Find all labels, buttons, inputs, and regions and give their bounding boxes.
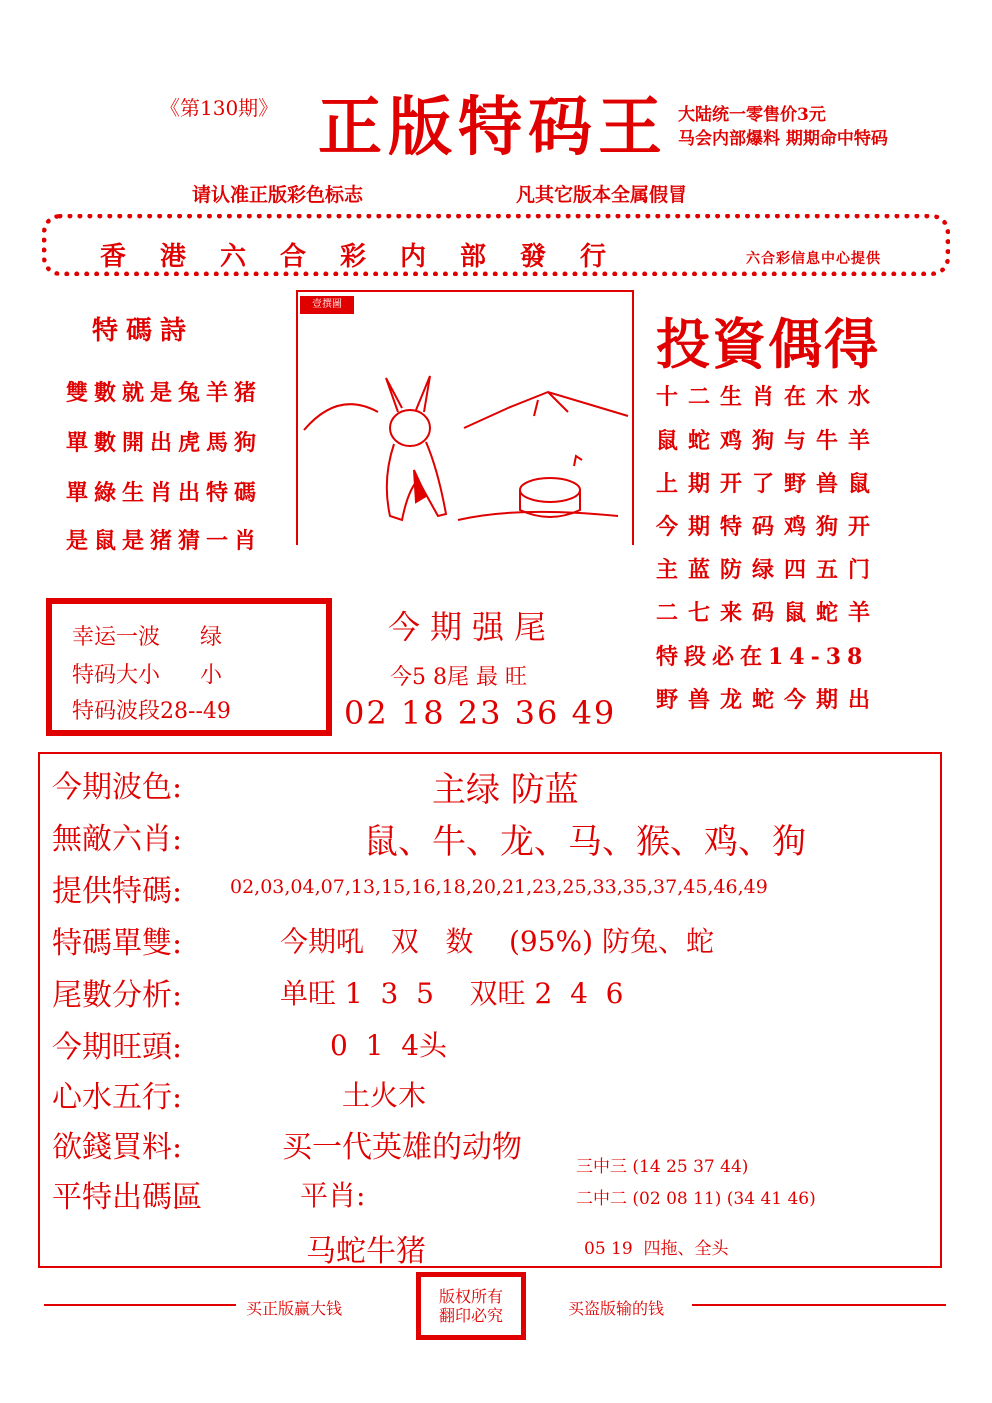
three-of-three: 三中三 (14 25 37 44): [576, 1157, 749, 1177]
lucky-range-row: 特码波段28--49: [72, 699, 231, 724]
price-note: 大陆统一零售价3元: [678, 105, 826, 125]
investment-line: 今期特码鸡狗开: [656, 514, 881, 540]
investment-line: 主蓝防绿四五门: [656, 557, 881, 583]
row-label-flat-zone: 平特出碼區: [52, 1180, 202, 1215]
footer-right-text: 买盗版输的钱: [568, 1299, 665, 1318]
two-of-two: 二中二 (02 08 11) (34 41 46): [576, 1189, 816, 1209]
poem-line: 單綠生肖出特碼: [66, 480, 263, 506]
tree-stump-top: [520, 478, 580, 502]
carrot: [414, 470, 426, 502]
rabbit-ears: [386, 376, 430, 412]
poem-title: 特碼詩: [92, 316, 195, 346]
notice-left: 请认准正版彩色标志: [192, 184, 364, 206]
footer-divider-left: [44, 1304, 236, 1306]
row-label-lucky-head: 今期旺頭:: [52, 1030, 183, 1065]
strong-tail-numbers: 02 18 23 36 49: [344, 694, 617, 732]
banner-title: 香港六合彩内部發行: [100, 242, 641, 272]
notice-right: 凡其它版本全属假冒: [516, 184, 688, 206]
row-label-buy-tip: 欲錢買料:: [52, 1130, 183, 1165]
footer-left-text: 买正版赢大钱: [246, 1299, 343, 1318]
investment-line: 野兽龙蛇今期出: [656, 687, 881, 713]
row-label-odd-even: 特碼單雙:: [52, 926, 183, 961]
poem-line: 雙數就是兔羊猪: [66, 380, 263, 406]
row-value-five-elements: 土火木: [342, 1079, 427, 1112]
small-plant: [574, 456, 582, 466]
mountain-right: [464, 392, 628, 428]
row-value-buy-tip: 买一代英雄的动物: [282, 1130, 522, 1165]
rabbit-head: [390, 410, 430, 446]
row-value-special-codes: 02,03,04,07,13,15,16,18,20,21,23,25,33,35,37,45,46,49: [230, 876, 768, 898]
lucky-size-row: 特码大小 小: [72, 663, 223, 688]
copyright-line: 翻印必究: [438, 1306, 503, 1325]
row-value-wave-color: 主绿 防蓝: [432, 770, 579, 810]
investment-line: 十二生肖在木水: [656, 384, 881, 410]
row-label-special-codes: 提供特碼:: [52, 874, 183, 909]
investment-line: 鼠蛇鸡狗与牛羊: [656, 428, 881, 454]
page-title: 正版特码王: [318, 90, 668, 165]
footer-divider-right: [692, 1304, 946, 1306]
investment-title: 投資偶得: [656, 312, 880, 376]
artist-seal: 壹撰圖: [300, 296, 354, 314]
row-value-six-zodiac: 鼠、牛、龙、马、猴、鸡、狗: [364, 822, 806, 862]
row-label-five-elements: 心水五行:: [52, 1080, 183, 1115]
investment-line: 特段必在14-38: [656, 644, 869, 670]
banner-source: 六合彩信息中心提供: [746, 251, 881, 267]
flat-zodiac-animals: 马蛇牛猪: [306, 1234, 426, 1269]
investment-line: 上期开了野兽鼠: [656, 471, 881, 497]
poem-line: 是鼠是猪猜一肖: [66, 528, 263, 554]
rabbit-illustration: [298, 320, 632, 542]
row-label-tail-analysis: 尾數分析:: [52, 978, 183, 1013]
copyright-box: [416, 1272, 526, 1340]
poem-line: 單數開出虎馬狗: [66, 430, 263, 456]
row-value-odd-even: 今期吼 双 数 (95%) 防兔、蛇: [280, 925, 714, 958]
row-value-lucky-head: 0 1 4头: [330, 1029, 448, 1062]
extra-combo: 05 19 四拖、全头: [584, 1239, 729, 1259]
tagline: 马会内部爆料 期期命中特码: [678, 129, 888, 149]
copyright-line: 版权所有: [438, 1287, 503, 1306]
row-label-six-zodiac: 無敵六肖:: [52, 822, 183, 857]
investment-line: 二七来码鼠蛇羊: [656, 600, 881, 626]
row-label-wave-color: 今期波色:: [52, 770, 183, 805]
row-value-flat-zodiac-label: 平肖:: [300, 1179, 366, 1212]
issue-number: 《第130期》: [160, 96, 279, 120]
row-value-tail-analysis: 单旺 1 3 5 双旺 2 4 6: [280, 977, 624, 1010]
lucky-wave-row: 幸运一波 绿: [72, 625, 223, 650]
mountain-left: [304, 404, 378, 430]
strong-tail-title: 今期强尾: [388, 608, 557, 646]
strong-tail-sub: 今5 8尾 最 旺: [390, 665, 527, 690]
